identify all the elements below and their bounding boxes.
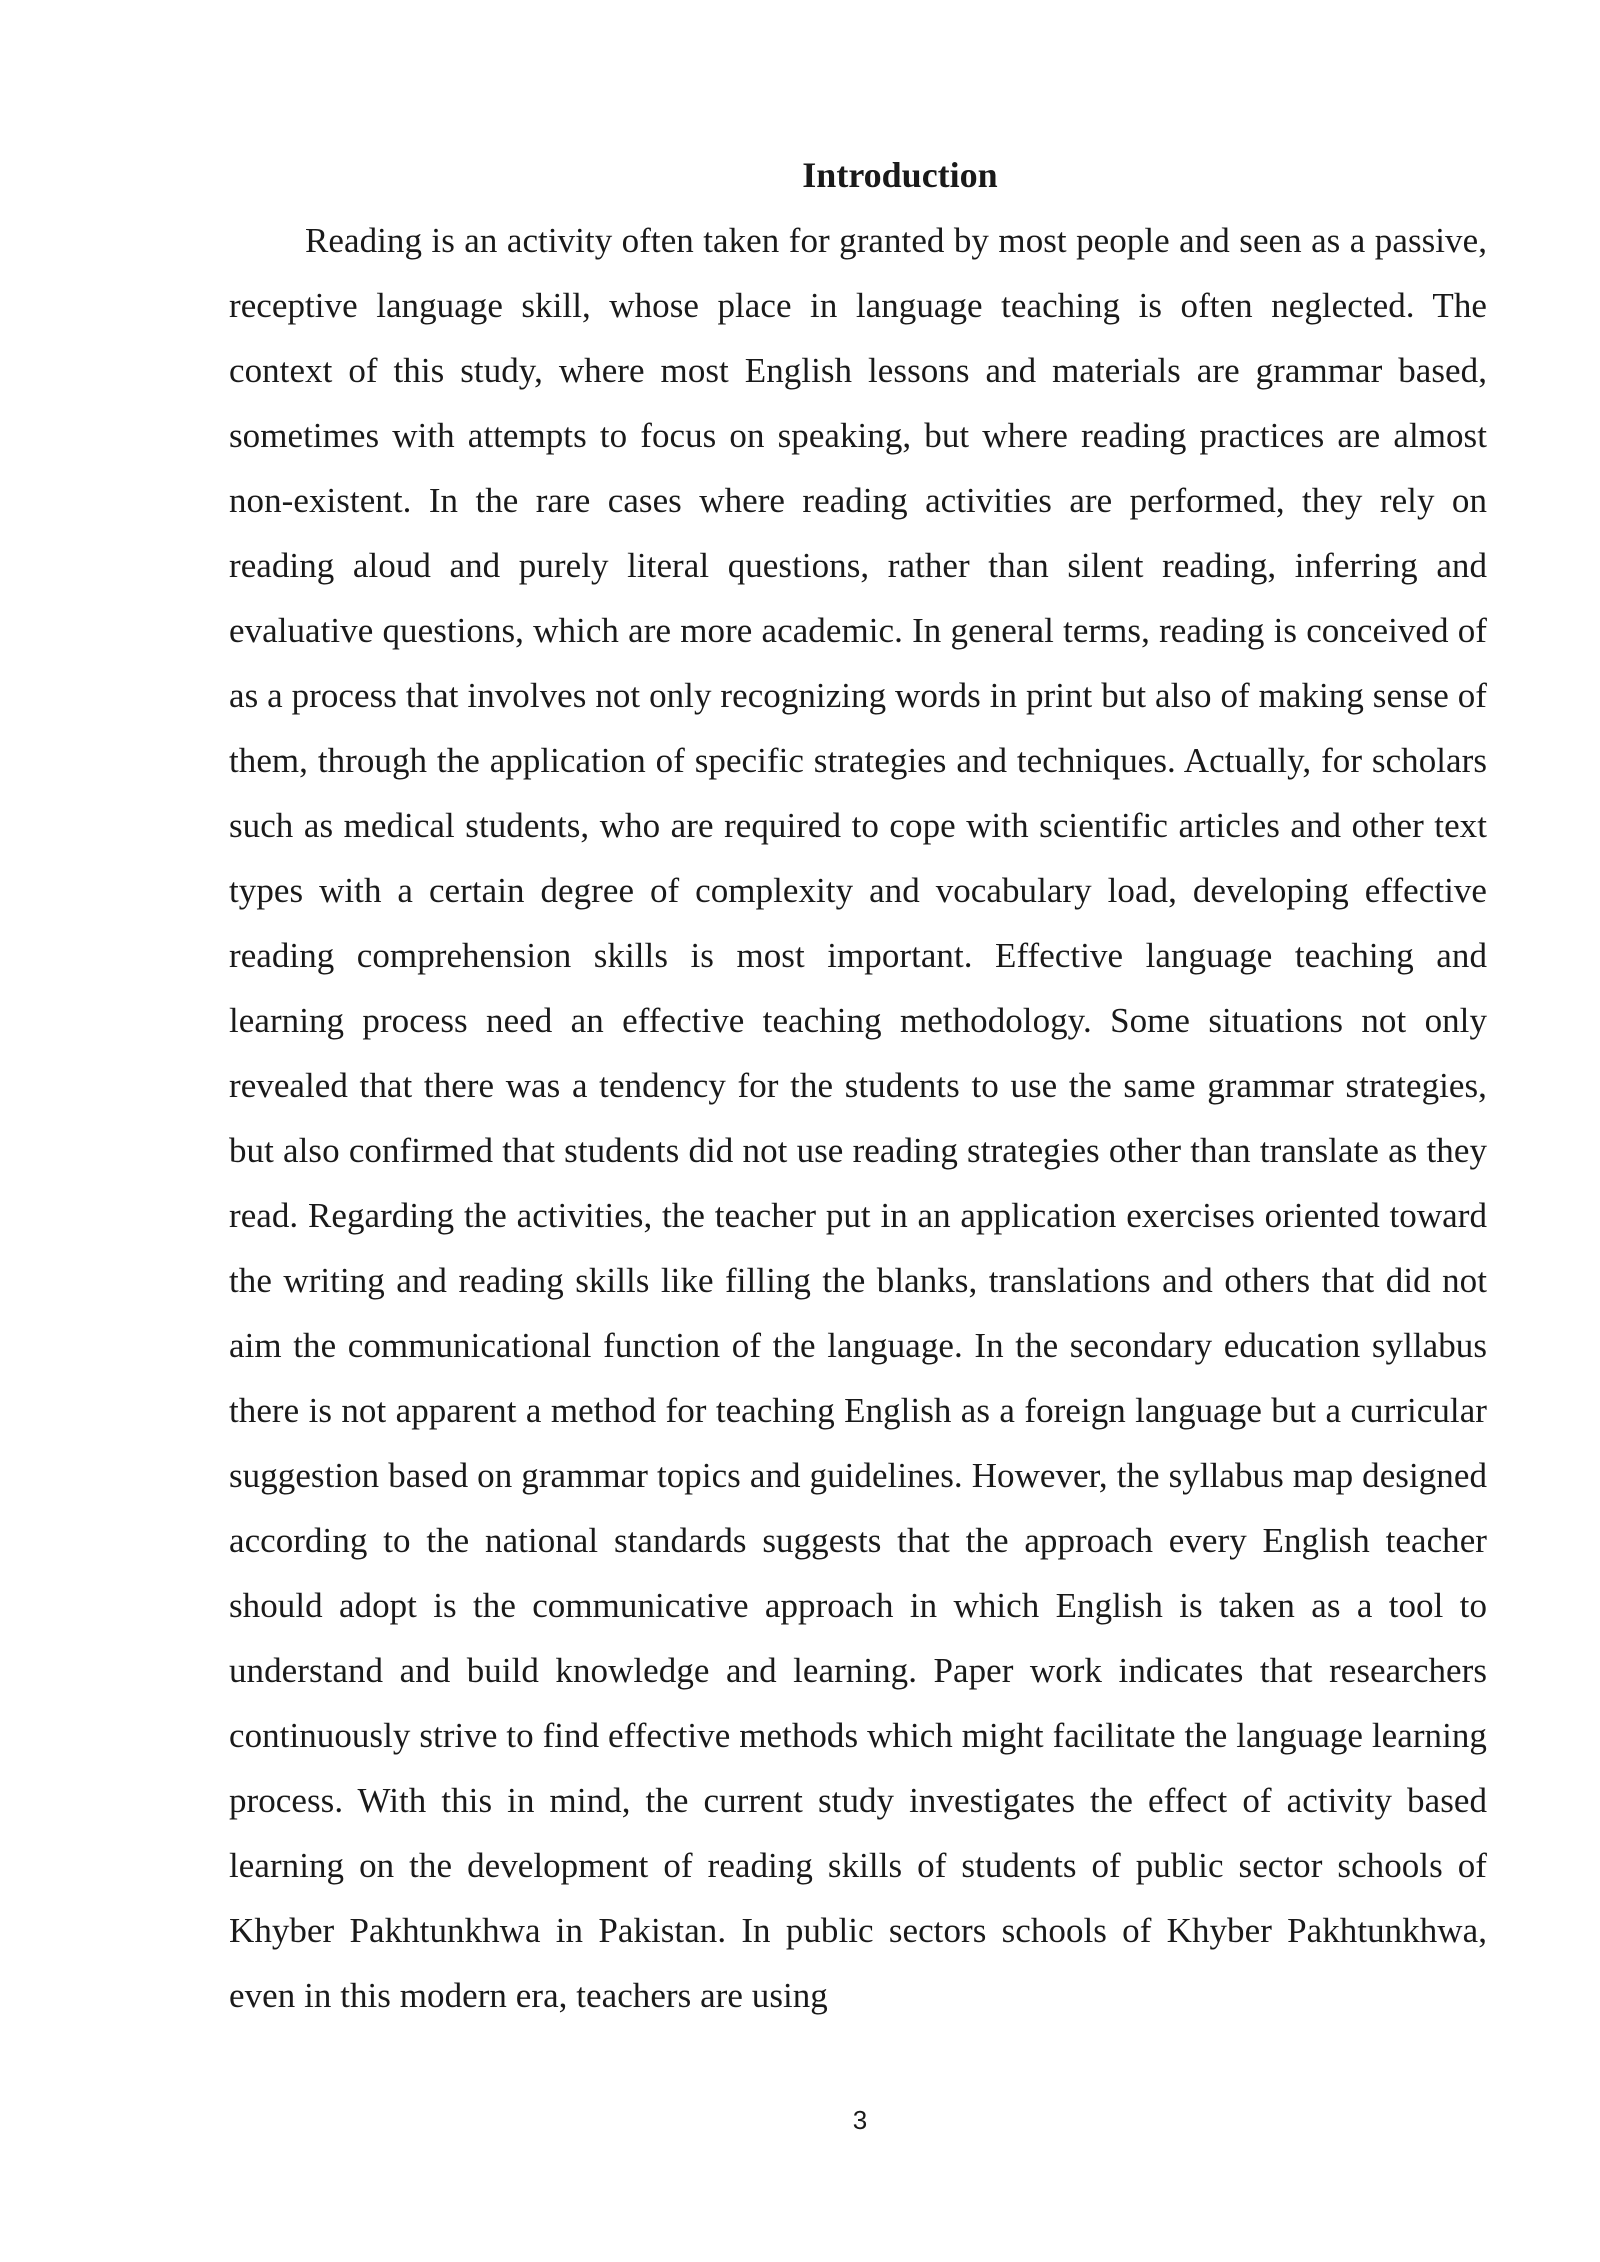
page-number: 3 — [852, 2105, 868, 2135]
body-paragraph: Reading is an activity often taken for granted by most people and seen as a passive, receptive language skill, whose place in language teaching is often neglected. The context of this study, where most English lessons and materials are grammar based, sometimes with attempts to focus on speaking, but where reading practices are almost non-existent. In the rare cases where reading activities are performed, they rely on reading aloud and purely literal questions, rather than silent reading, inferring and evaluative questions, which are more academic. In general terms, reading is conceived of as a process that involves not only recognizing words in print but also of making sense of them, through the application of specific strategies and techniques. Actually, for scholars such as medical students, who are required to cope with scientific articles and other text types with a certain degree of complexity and vocabulary load, developing effective reading comprehension skills is most important. Effective language teaching and learning process need an effective teaching methodology. Some situations not only revealed that there was a tendency for the students to use the same grammar strategies, but also confirmed that students did not use reading strategies other than translate as they read. Regarding the activities, the teacher put in an application exercises oriented toward the writing and reading skills like filling the blanks, translations and others that did not aim the communicational function of the language. In the secondary education syllabus there is not apparent a method for teaching English as a foreign language but a curricular suggestion based on grammar topics and guidelines. However, the syllabus map designed according to the national standards suggests that the approach every English teacher should adopt is the communicative approach in which English is taken as a tool to understand and build knowledge and learning. Paper work indicates that researchers continuously strive to find effective methods which might facilitate the language learning process. With this in mind, the current study investigates the effect of activity based learning on the development of reading skills of students of public sector schools of Khyber Pakhtunkhwa in Pakistan. In public sectors schools of Khyber Pakhtunkhwa, even in this modern era, teachers are using — [229, 221, 1487, 2015]
section-heading: Introduction — [802, 155, 998, 195]
